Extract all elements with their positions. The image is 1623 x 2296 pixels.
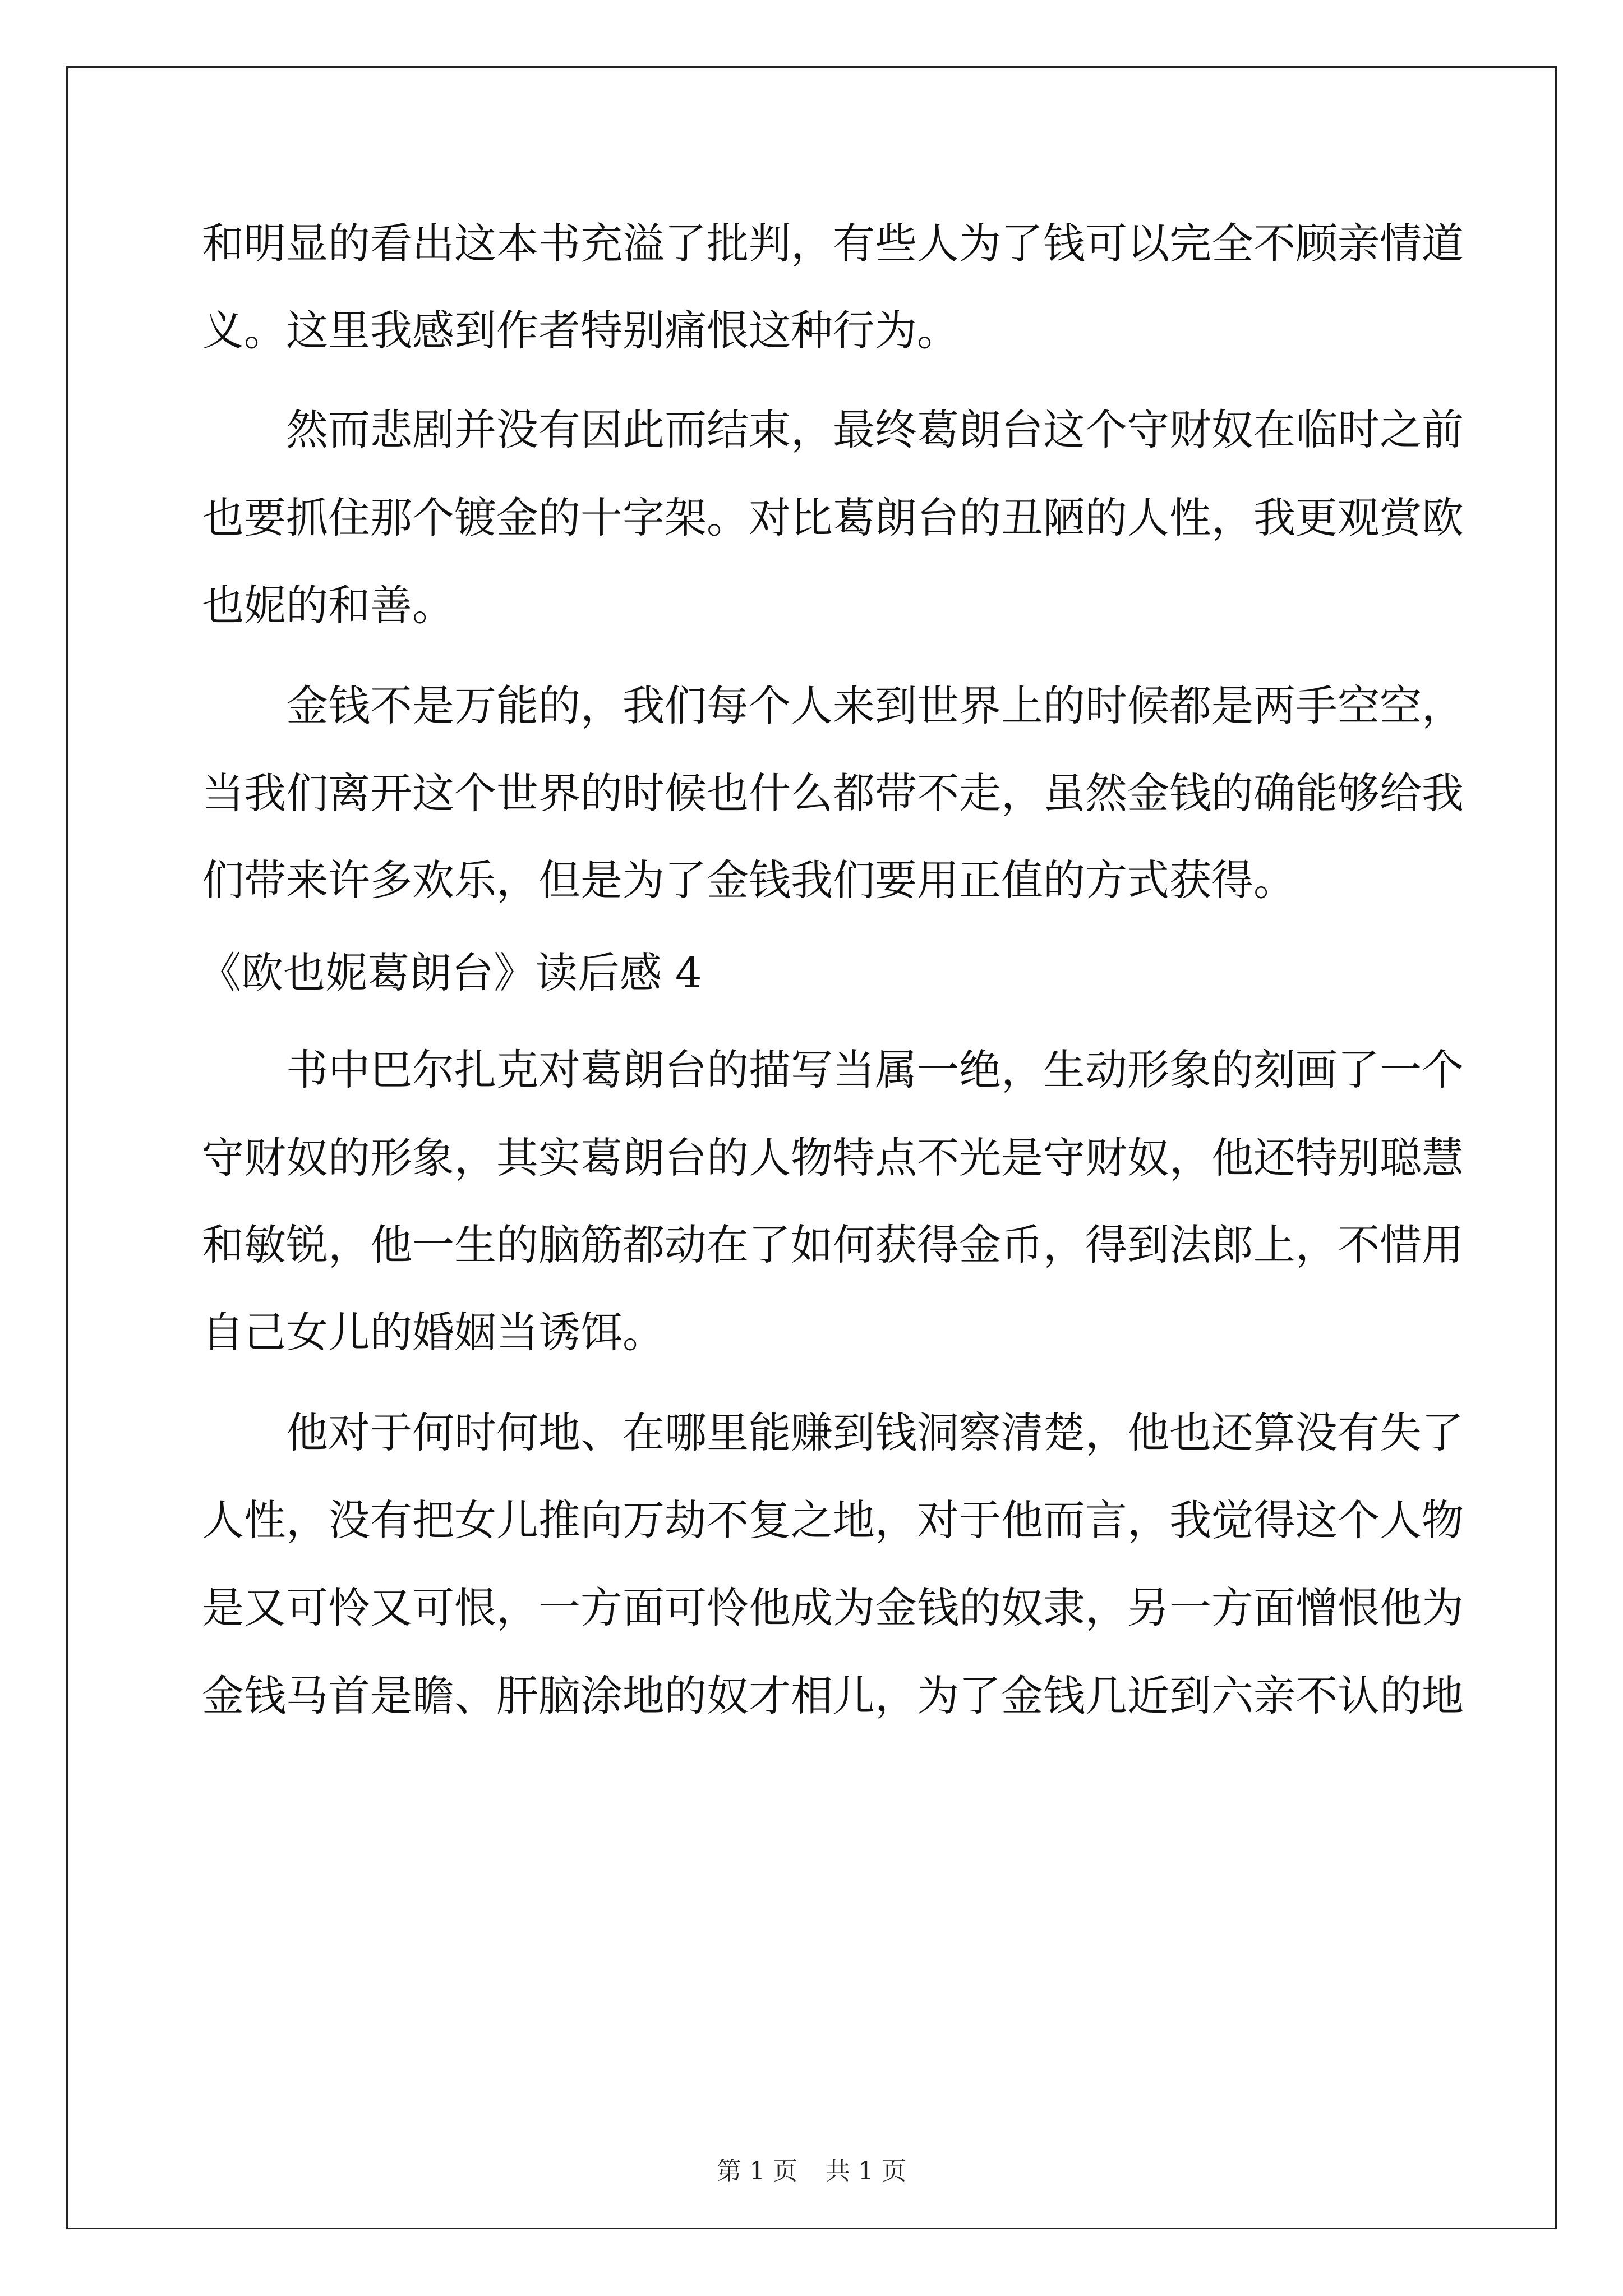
page-total: 共 1 页: [826, 2157, 906, 2185]
paragraph-start: 然而悲剧并没有因此而结束，最终葛朗台这个守财奴在临时之前: [286, 405, 1464, 454]
text-line: 人性，没有把女儿推向万劫不复之地，对于他而言，我觉得这个人物: [202, 1496, 1464, 1545]
paragraph-start: 他对于何时何地、在哪里能赚到钱洞察清楚，他也还算没有失了: [286, 1408, 1464, 1457]
text-line: 们带来许多欢乐，但是为了金钱我们要用正值的方式获得。: [202, 855, 1296, 905]
text-line: 守财奴的形象，其实葛朗台的人物特点不光是守财奴，他还特别聪慧: [202, 1133, 1464, 1182]
text-line: 和敏锐，他一生的脑筋都动在了如何获得金币，得到法郎上，不惜用: [202, 1220, 1464, 1269]
text-line: 金钱马首是瞻、肝脑涂地的奴才相儿，为了金钱几近到六亲不认的地: [202, 1671, 1464, 1720]
text-line: 是又可怜又可恨，一方面可怜他成为金钱的奴隶，另一方面憎恨他为: [202, 1583, 1464, 1632]
paragraph-start: 金钱不是万能的，我们每个人来到世界上的时候都是两手空空，: [286, 681, 1464, 730]
text-line: 当我们离开这个世界的时候也什么都带不走，虽然金钱的确能够给我: [202, 769, 1464, 818]
text-line: 也要抓住那个镀金的十字架。对比葛朗台的丑陋的人性，我更观赏欧: [202, 493, 1464, 542]
text-line: 和明显的看出这本书充溢了批判，有些人为了钱可以完全不顾亲情道: [202, 219, 1464, 268]
page-footer: [0, 2151, 1623, 2187]
page-number: 第 1 页: [717, 2157, 797, 2185]
text-line: 义。这里我感到作者特别痛恨这种行为。: [202, 306, 960, 355]
paragraph-start: 书中巴尔扎克对葛朗台的描写当属一绝，生动形象的刻画了一个: [286, 1045, 1464, 1094]
text-line: 自己女儿的婚姻当诱饵。: [202, 1308, 665, 1357]
section-heading: 《欧也妮葛朗台》读后感 4: [199, 948, 702, 997]
text-line: 也妮的和善。: [202, 581, 455, 630]
